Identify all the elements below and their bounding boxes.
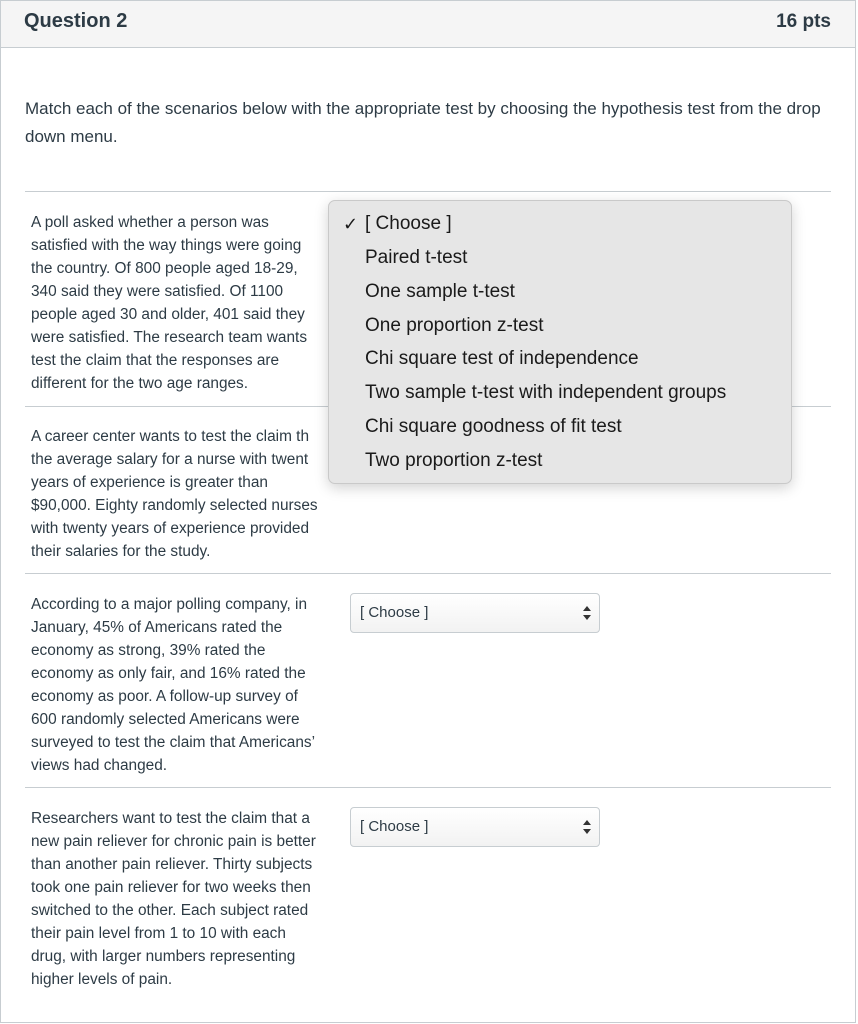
divider — [25, 191, 831, 192]
divider — [25, 787, 831, 788]
question-points: 16 pts — [776, 11, 831, 32]
select-value: [ Choose ] — [360, 818, 429, 835]
dropdown-option-one-proportion-z-test[interactable]: One proportion z-test — [365, 315, 544, 336]
select-arrows-icon — [583, 603, 591, 623]
checkmark-icon: ✓ — [343, 214, 359, 234]
select-arrows-icon — [583, 817, 591, 837]
scenario-3-select[interactable] — [350, 593, 600, 633]
dropdown-option-two-sample-t-test[interactable]: Two sample t-test with independent groups — [365, 382, 727, 403]
dropdown-option-two-proportion-z-test[interactable]: Two proportion z-test — [365, 450, 543, 471]
scenario-1-text: A poll asked whether a person was satisfied with the way things were going the country. Of 800 people aged 18-29, 340 said they were satisfied. Of 1100 people aged 30 and older, 401 said they were satisfied. The research team wants test the claim that the responses are different for the two age ranges. — [31, 214, 308, 392]
scenario-3-text: According to a major polling company, in January, 45% of Americans rated the economy as strong, 39% rated the economy as only fair, and 16% rated the economy as poor. A follow-up survey of 600 randomly selected Americans were surveyed to test the claim that Americans’ views had changed. — [31, 596, 315, 774]
dropdown-option-chi-square-goodness-of-fit[interactable]: Chi square goodness of fit test — [365, 416, 622, 437]
dropdown-option-paired-t-test[interactable]: Paired t-test — [365, 247, 468, 268]
question-text: Match each of the scenarios below with the appropriate test by choosing the hypothesis test from the drop down menu. — [25, 99, 821, 146]
hypothesis-test-dropdown-menu — [328, 200, 792, 484]
scenario-2-text: A career center wants to test the claim th the average salary for a nurse with twent years of experience is greater than $90,000. Eighty randomly selected nurses with twenty years of experience provided their salaries for the study. — [31, 428, 318, 560]
divider — [25, 573, 831, 574]
dropdown-option-one-sample-t-test[interactable]: One sample t-test — [365, 281, 515, 302]
question-header — [1, 1, 855, 48]
question-title: Question 2 — [24, 10, 128, 32]
dropdown-option-choose[interactable]: [ Choose ] — [365, 213, 452, 234]
dropdown-option-chi-square-independence[interactable]: Chi square test of independence — [365, 348, 639, 369]
scenario-4-text: Researchers want to test the claim that a new pain reliever for chronic pain is better than another pain reliever. Thirty subjects took one pain reliever for two weeks then switched to the other. Each subject rated their pain level from 1 to 10 with each drug, with larger numbers representing higher levels of pain. — [31, 810, 316, 988]
scenario-4-select[interactable] — [350, 807, 600, 847]
select-value: [ Choose ] — [360, 604, 429, 621]
